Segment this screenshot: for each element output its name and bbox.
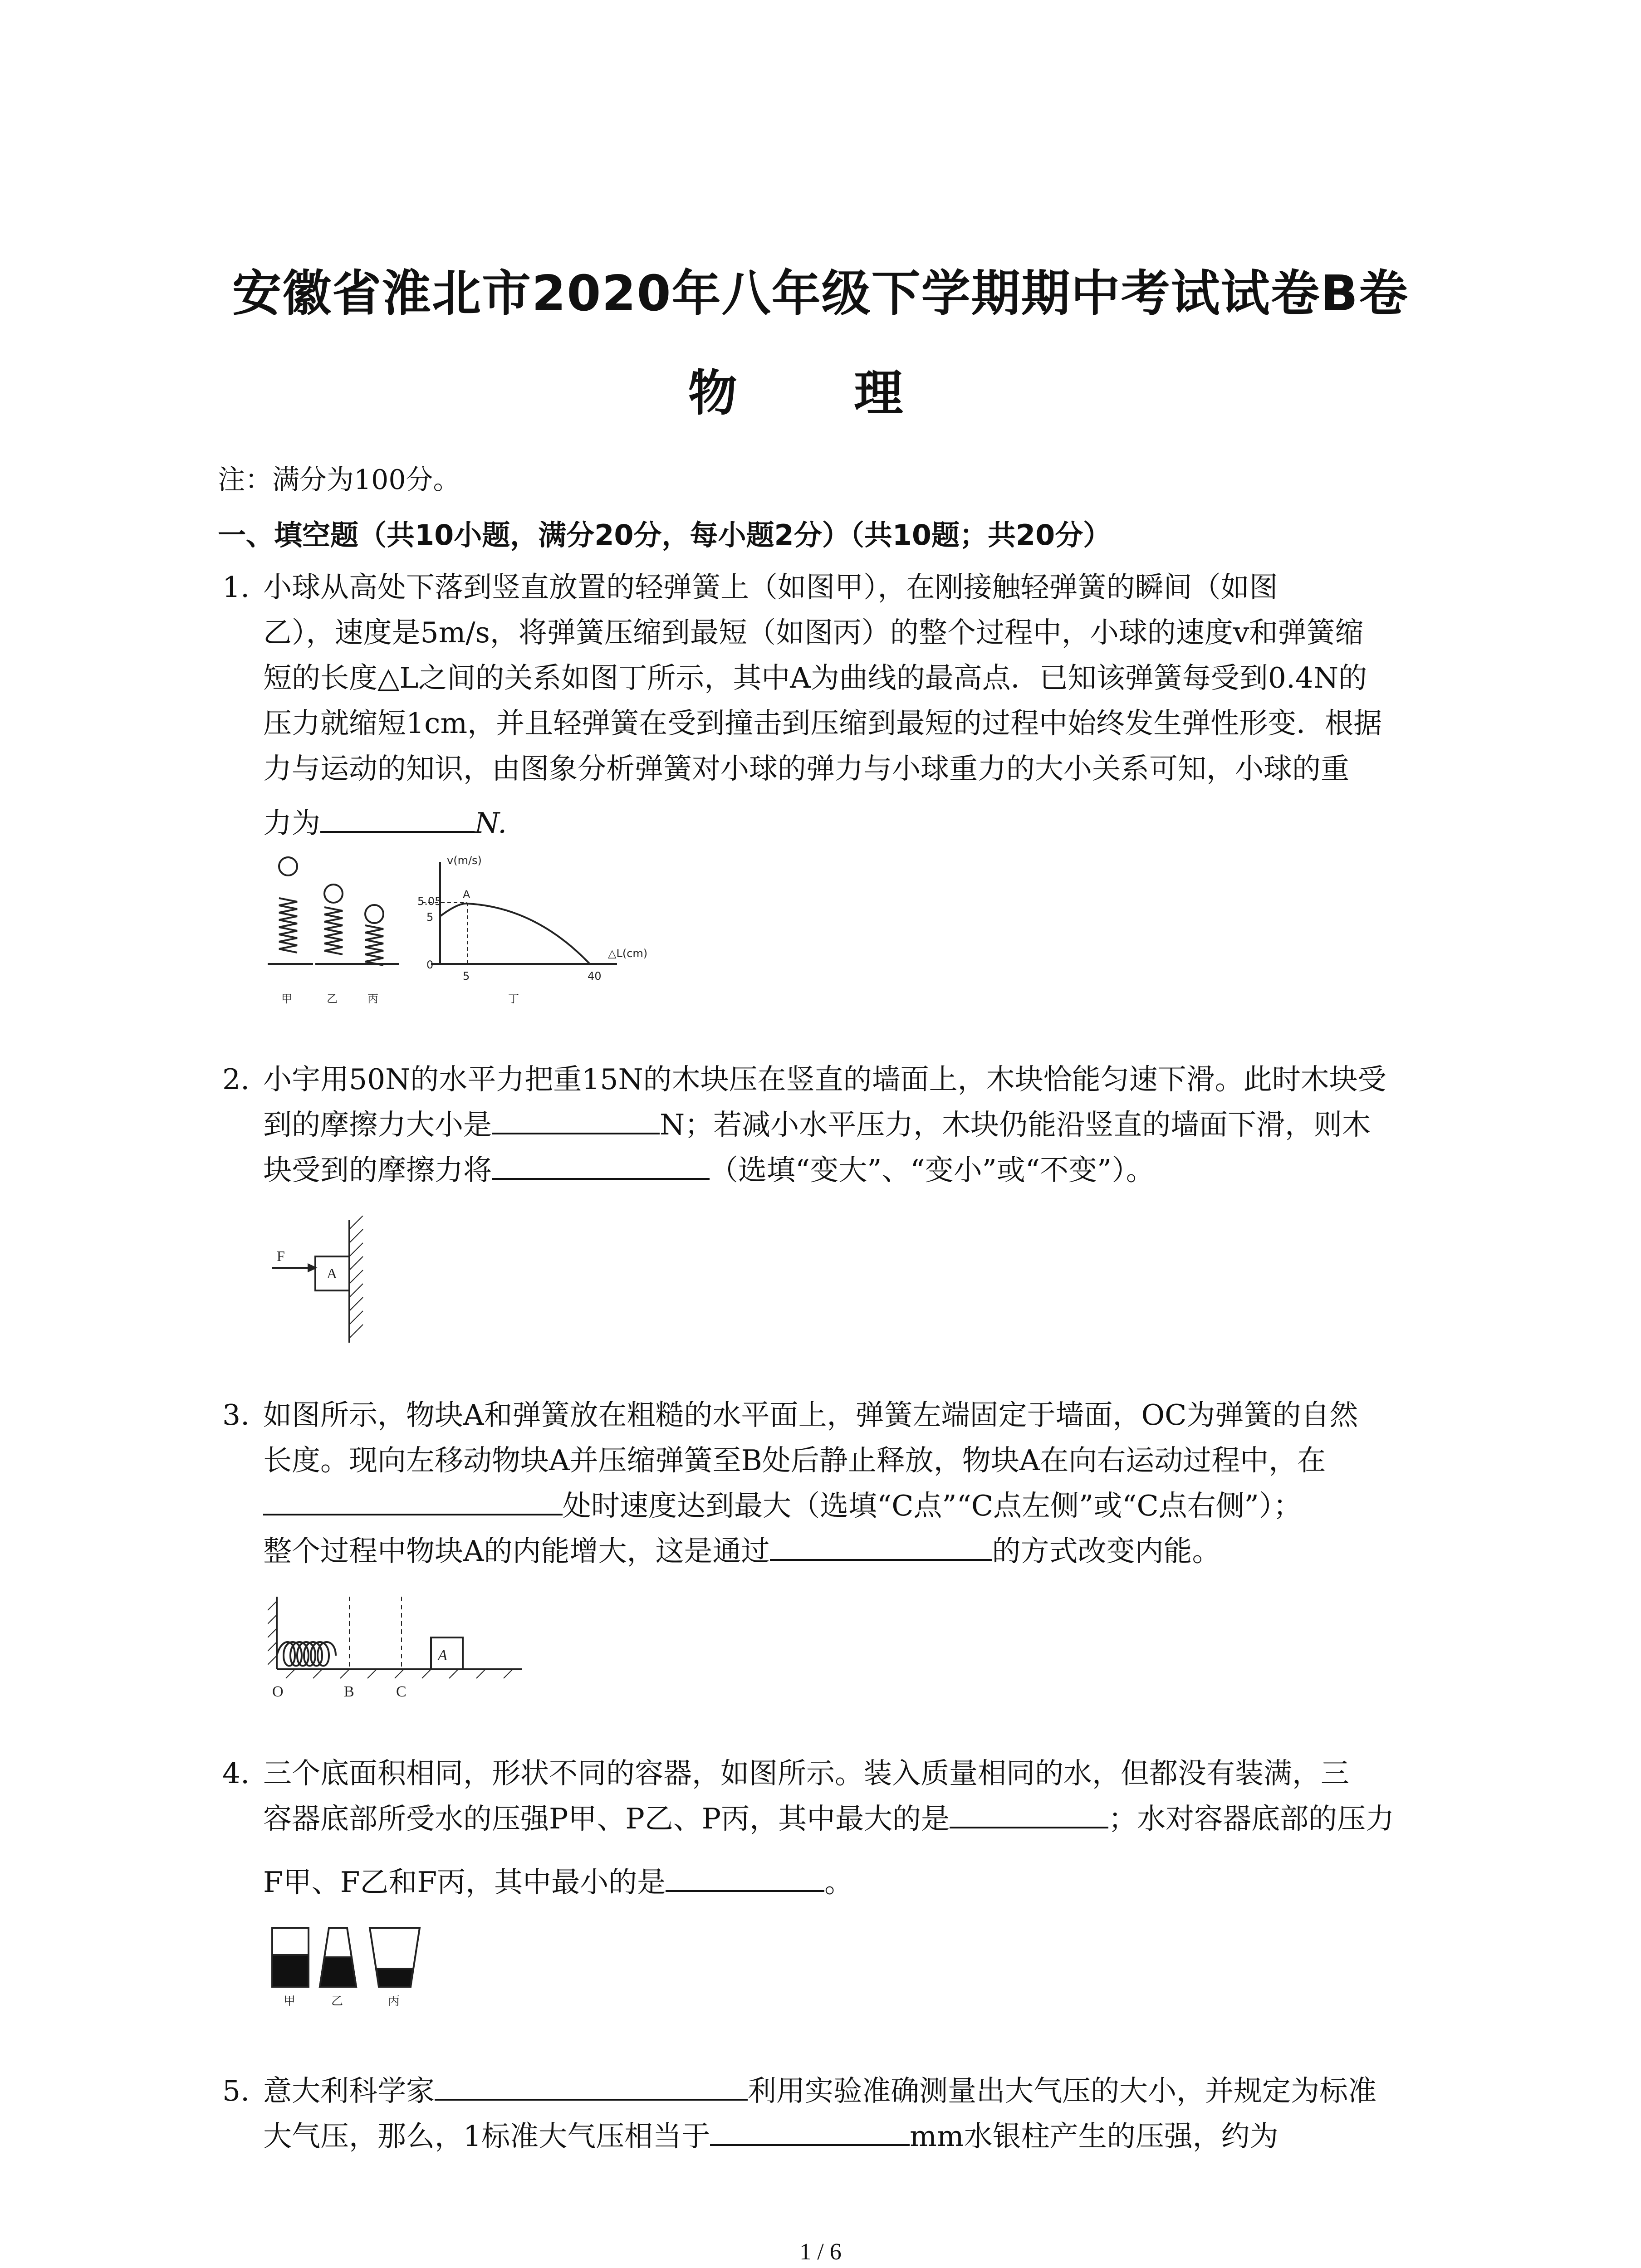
question-line: 小球从高处下落到竖直放置的轻弹簧上（如图甲），在刚接触轻弹簧的瞬间（如图 [263, 571, 1278, 604]
question-1 [222, 565, 1447, 846]
question-text: （选填“变大”、“变小”或“不变”）。 [710, 1154, 1155, 1187]
figure-label: 丁 [508, 992, 519, 1005]
question-text: F甲、F乙和F丙，其中最小的是 [263, 1866, 666, 1899]
answer-blank[interactable] [492, 1149, 710, 1180]
question-text: 意大利科学家 [263, 2074, 435, 2107]
block-label: A [327, 1265, 338, 1281]
figure-label: 甲 [281, 992, 292, 1005]
page-number: 1 / 6 [799, 2239, 842, 2265]
question-line: 如图所示，物块A和弹簧放在粗糙的水平面上，弹簧左端固定于墙面，OC为弹簧的自然 [263, 1398, 1358, 1432]
question-text: 力为 [263, 807, 320, 840]
point-label: O [272, 1683, 284, 1700]
score-note: 注：满分为100分。 [218, 464, 460, 496]
figure-label: 丙 [367, 992, 378, 1005]
exam-title: 安徽省淮北市2020年八年级下学期期中考试试卷B卷 [232, 265, 1409, 322]
question-text: 容器底部所受水的压强P甲、P乙、P丙，其中最大的是 [263, 1802, 950, 1835]
spring-c [365, 925, 383, 965]
subject-title: 物 理 [688, 365, 953, 422]
y-axis-label: v(m/s) [447, 854, 482, 867]
question-line: 短的长度△L之间的关系如图丁所示，其中A为曲线的最高点．已知该弹簧每受到0.4N的 [263, 661, 1367, 694]
question-text: 到的摩擦力大小是 [263, 1108, 492, 1141]
container-label: 甲 [284, 1994, 296, 2008]
question-text: N；若减小水平压力，木块仍能沿竖直的墙面下滑，则木 [660, 1108, 1371, 1141]
ball-a [279, 857, 297, 875]
velocity-curve [440, 904, 590, 964]
x-tick-label: 5 [463, 970, 470, 982]
question-text: ；水对容器底部的压力 [1108, 1802, 1395, 1835]
answer-blank[interactable] [666, 1861, 824, 1892]
spring-block-figure [268, 1588, 540, 1706]
ball-c [365, 905, 383, 923]
question-number: 3. [222, 1398, 250, 1432]
answer-blank[interactable] [435, 2070, 748, 2101]
question-text: mm水银柱产生的压强，约为 [910, 2120, 1279, 2153]
question-3 [222, 1393, 1447, 1574]
containers-figure [268, 1923, 449, 2014]
x-axis-label: △L(cm) [608, 947, 648, 960]
x-tick-label: 40 [588, 970, 602, 982]
question-text: 块受到的摩擦力将 [263, 1154, 492, 1187]
y-tick-label: 0 [426, 958, 434, 971]
question-line: 长度。现向左移动物块A并压缩弹簧至B处后静止释放，物块A在向右运动过程中，在 [263, 1444, 1326, 1477]
answer-blank[interactable] [710, 2115, 910, 2146]
question-text: 整个过程中物块A的内能增大，这是通过 [263, 1535, 770, 1568]
question-5 [222, 2068, 1447, 2159]
question-line: 力与运动的知识，由图象分析弹簧对小球的弹力与小球重力的大小关系可知，小球的重 [263, 752, 1349, 785]
question-number: 2. [222, 1063, 250, 1096]
answer-blank[interactable] [770, 1530, 992, 1561]
question-text: 大气压，那么，1标准大气压相当于 [263, 2120, 710, 2153]
peak-label: A [463, 888, 470, 901]
spring [277, 1642, 336, 1666]
container-label: 丙 [388, 1994, 400, 2008]
section-heading: 一、填空题（共10小题，满分20分，每小题2分）（共10题；共20分） [218, 518, 1112, 552]
question-text: 的方式改变内能。 [992, 1535, 1221, 1568]
force-label: F [277, 1248, 285, 1264]
question-text: 处时速度达到最大（选填“C点”“C点左侧”或“C点右侧”）； [563, 1489, 1302, 1522]
question-number: 1. [222, 571, 250, 604]
question-line: 小宇用50N的水平力把重15N的木块压在竖直的墙面上，木块恰能匀速下滑。此时木块受 [263, 1063, 1386, 1096]
spring-b [324, 907, 343, 954]
block-wall-figure [263, 1216, 426, 1347]
figure-label: 乙 [327, 992, 338, 1005]
y-tick-label: 5.05 [417, 895, 442, 908]
question-number: 4. [222, 1757, 250, 1790]
answer-blank[interactable] [950, 1798, 1108, 1828]
ball-b [324, 885, 343, 903]
question-text: N. [475, 807, 507, 840]
spring-a [279, 898, 297, 953]
answer-blank[interactable] [320, 802, 475, 833]
point-label: C [396, 1683, 407, 1700]
block-label: A [438, 1647, 447, 1664]
question-2 [222, 1057, 1447, 1193]
question-number: 5. [222, 2074, 250, 2107]
answer-blank[interactable] [492, 1104, 660, 1134]
point-label: B [344, 1683, 354, 1700]
spring-velocity-figure [263, 848, 671, 1012]
question-line: 三个底面积相同，形状不同的容器，如图所示。装入质量相同的水，但都没有装满，三 [263, 1757, 1349, 1790]
answer-blank[interactable] [263, 1485, 563, 1515]
question-line: 乙），速度是5m/s，将弹簧压缩到最短（如图丙）的整个过程中，小球的速度v和弹簧缩 [263, 616, 1364, 649]
container-label: 乙 [331, 1994, 343, 2008]
question-line: 压力就缩短1cm，并且轻弹簧在受到撞击到压缩到最短的过程中始终发生弹性形变．根据 [263, 707, 1382, 740]
question-text: 利用实验准确测量出大气压的大小，并规定为标准 [748, 2074, 1376, 2107]
question-text: 。 [824, 1866, 853, 1899]
question-4 [222, 1751, 1447, 1905]
y-tick-label: 5 [426, 911, 434, 924]
